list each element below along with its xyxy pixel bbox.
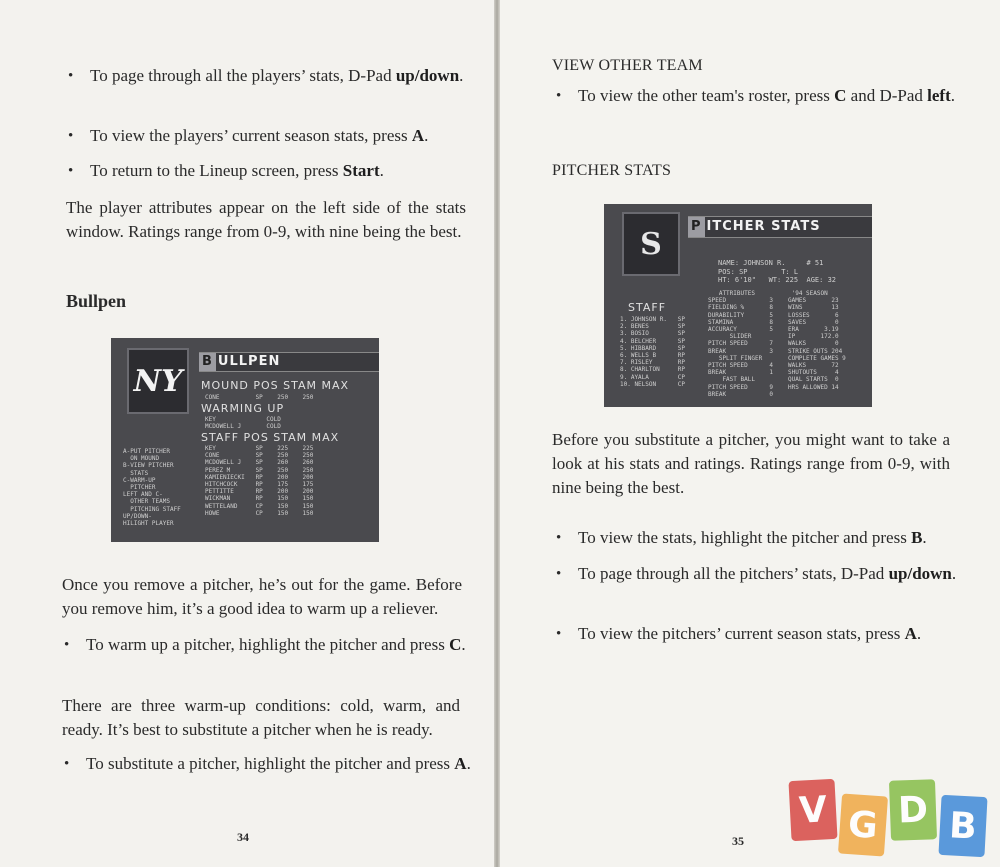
pitcher-stats-screenshot (604, 204, 872, 407)
bullpen-screenshot (111, 338, 379, 542)
pitcher-profile: NAME: JOHNSON R. # 51 POS: SP T: L HT: 6'10" WT: 225 AGE: 32 (718, 259, 837, 284)
bullet-dot: • (68, 163, 74, 179)
pitcher-season-stats: '94 SEASON GAMES 23 WINS 13 LOSSES 6 SAVES 0 ERA 3.19 IP 172.0 WALKS 0 STRIKE OUTS 204 COMPLETE GAMES 9 WALKS 72 SHUTOUTS 4 QUAL STARTS 0 HRS ALLOWED 14 (788, 290, 846, 391)
right-page (500, 0, 1000, 867)
bullet-key: up/down (395, 66, 460, 85)
page-number-left: 34 (237, 830, 249, 844)
bullet-text: To warm up a pitcher, highlight the pitcher and press (86, 635, 450, 654)
bullet-text: . (951, 564, 957, 583)
bullet-text: . (461, 635, 466, 654)
bullet-key: C (834, 86, 847, 105)
bullet-key: C (449, 635, 462, 654)
bullet-return-lineup (64, 159, 494, 183)
bullet-key: Start (342, 161, 380, 180)
bullet-key: A (454, 754, 467, 773)
team-logo-text: S (640, 226, 662, 262)
bullet-substitute (60, 752, 486, 776)
substitute-paragraph: Before you substitute a pitcher, you might want to take a look at his stats and ratings. Ratings range from 0-9, with nine being the best. (552, 430, 950, 497)
bullet-dot: • (556, 626, 562, 642)
mound-header (201, 380, 349, 392)
watermark-letter-b: B (938, 795, 987, 857)
bullet-dot: • (556, 566, 562, 582)
title-rest: ITCHER STATS (706, 219, 821, 234)
title-initial: B (199, 353, 216, 371)
bullpen-title-banner (199, 352, 379, 372)
bullet-season-stats (64, 124, 494, 148)
mariners-logo (622, 212, 680, 276)
bullet-dot: • (64, 637, 70, 653)
mound-rows: CONE SP 250 250 (205, 394, 314, 401)
staff-label: STAFF (628, 301, 667, 314)
pitcher-title-banner (688, 216, 872, 238)
staff-header: STAFF POS STAM MAX (201, 431, 340, 444)
watermark-letter-d: D (889, 779, 937, 841)
left-page (0, 0, 494, 867)
bullet-key: up/down (888, 564, 952, 583)
bullet-text: To view the players’ current season stats, press (90, 126, 412, 145)
bullpen-heading: Bullpen (66, 291, 127, 311)
bullpen-instructions: A-PUT PITCHER ON MOUND B-VIEW PITCHER STATS C-WARM-UP PITCHER LEFT AND C- OTHER TEAMS PITCHING STAFF UP/DOWN- HILIGHT PLAYER (123, 448, 181, 528)
bullet-key: left (927, 86, 951, 105)
bullet-text: . (459, 66, 464, 85)
remove-paragraph: Once you remove a pitcher, he’s out for the game. Before you remove him, it’s a good idea to warm up a reliever. (62, 575, 462, 618)
mound-header-text: MOUND POS STAM MAX (201, 379, 350, 392)
bullet-text: To view the pitchers’ current season stats, press (578, 624, 905, 643)
bullet-text: . (466, 754, 471, 773)
bullet-key: A (904, 624, 917, 643)
bullet-text: . (950, 86, 955, 105)
bullet-text: To page through all the players’ stats, D-Pad (90, 66, 396, 85)
bullet-other-team (552, 84, 976, 108)
bullet-text: To substitute a pitcher, highlight the pitcher and press (86, 754, 455, 773)
bullet-key: B (911, 528, 923, 547)
view-other-team-heading: VIEW OTHER TEAM (552, 57, 703, 74)
bullet-text: . (379, 161, 384, 180)
pitcher-staff-rows: 1. JOHNSON R. SP 2. BENES SP 3. BOSIO SP 4. BELCHER SP 5. HIBBARD SP 6. WELLS B RP 7. RISLEY RP 8. CHARLTON RP 9. AYALA CP 10. NELSON CP (620, 316, 686, 388)
pitcher-attributes: ATTRIBUTES SPEED 3 FIELDING % 8 DURABILITY 5 STAMINA 8 ACCURACY 5 SLIDER PITCH SPEED 7 BREAK 3 SPLIT FINGER PITCH SPEED 4 BREAK 1 FAST BALL PITCH SPEED 9 BREAK 0 (708, 290, 774, 398)
bullet-dot: • (556, 88, 562, 104)
warming-rows: KEY COLD MCDOWELL J COLD (205, 416, 281, 431)
bullet-text: To return to the Lineup screen, press (90, 161, 343, 180)
attributes-paragraph: The player attributes appear on the left side of the stats window. Ratings range from 0-9, with nine being the best. (66, 198, 466, 241)
watermark-letter-v: V (788, 779, 837, 841)
title-rest: ULLPEN (217, 354, 281, 369)
bullet-pitcher-season (552, 622, 976, 646)
pitcher-stats-heading: PITCHER STATS (552, 162, 672, 179)
bullet-dot: • (68, 68, 74, 84)
bullet-text: . (916, 624, 922, 643)
bullet-view-stats (552, 526, 976, 550)
title-initial: P (688, 217, 705, 237)
bullet-dot: • (68, 128, 74, 144)
bullet-text: and D-Pad (846, 86, 928, 105)
yankees-logo (127, 348, 189, 414)
bullet-warm-up (60, 633, 486, 657)
bullet-text: To view the stats, highlight the pitcher and press (578, 528, 912, 547)
bullet-text: To view the other team's roster, press (578, 86, 835, 105)
team-logo-text: NY (133, 363, 183, 399)
bullet-key: A (411, 126, 425, 145)
bullet-page-pitchers (552, 562, 976, 586)
watermark-letter-g: G (838, 793, 888, 856)
bullet-text: . (922, 528, 927, 547)
bullet-dot: • (556, 530, 562, 546)
bullet-page-stats (64, 64, 494, 88)
bullet-text: . (424, 126, 429, 145)
conditions-paragraph: There are three warm-up conditions: cold, warm, and ready. It’s best to substitute a pitcher when he is ready. (62, 696, 460, 739)
warming-header: WARMING UP (201, 402, 285, 415)
bullet-dot: • (64, 756, 70, 772)
bullet-text: To page through all the pitchers’ stats, D-Pad (578, 564, 889, 583)
page-number-right: 35 (732, 834, 744, 848)
staff-rows: KEY SP 225 225 CONE SP 250 250 MCDOWELL J SP 260 260 PEREZ M SP 250 250 KAMIENIECKI RP 200 200 HITCHCOCK RP 175 175 PETTITTE RP 200 200 WICKMAN RP 150 150 WETTELAND CP 150 150 HOWE CP 150 150 (205, 445, 314, 517)
